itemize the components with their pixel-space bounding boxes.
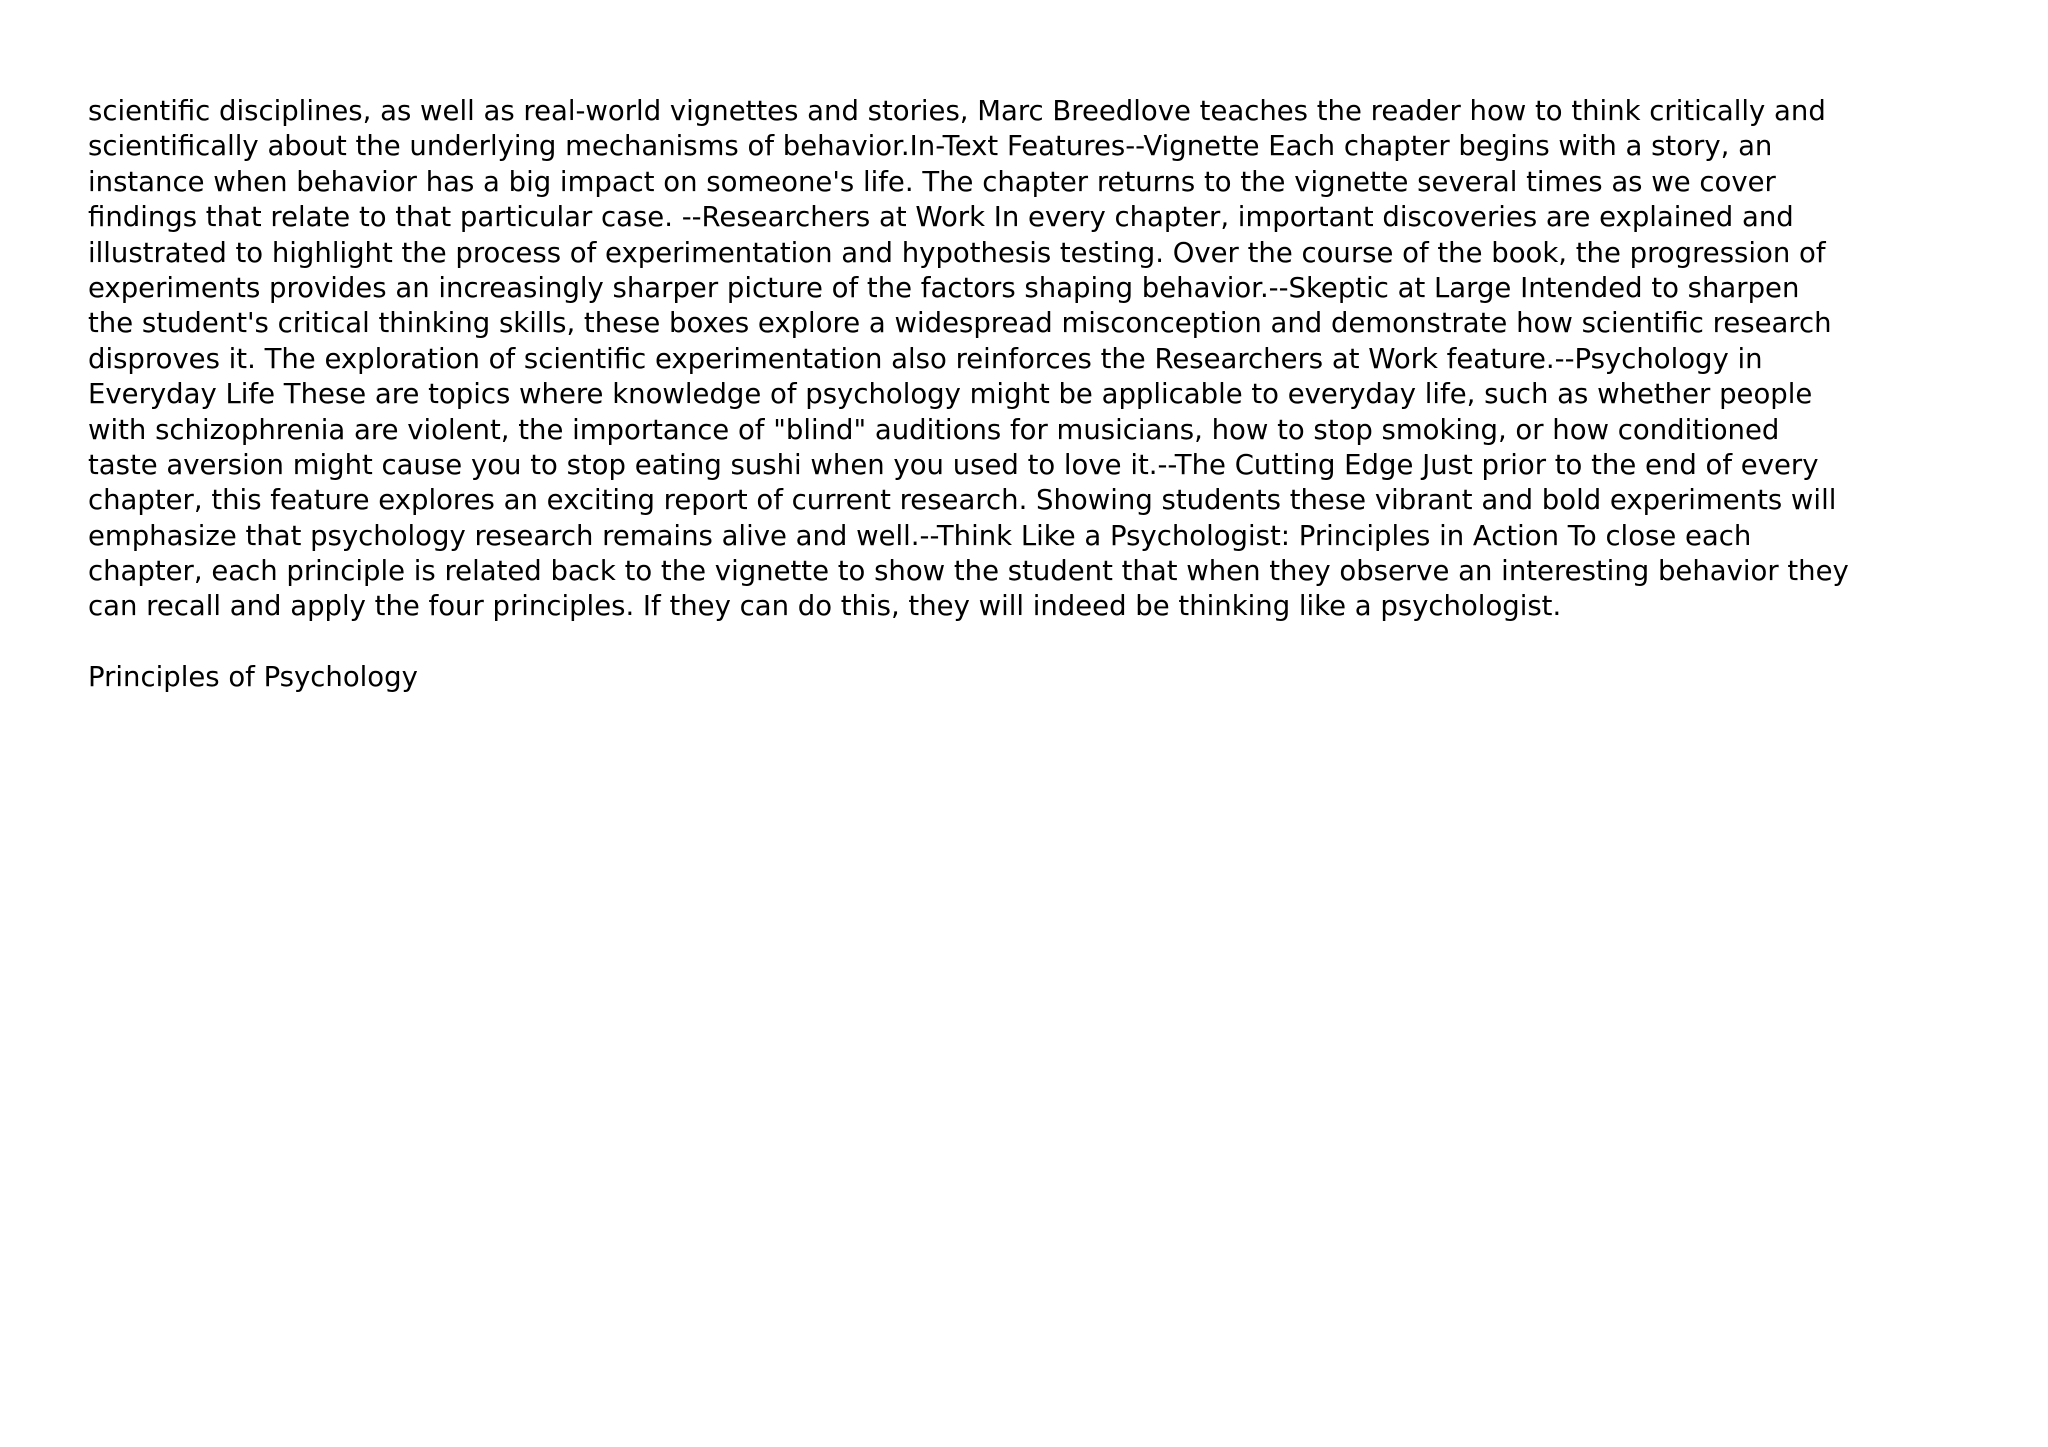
text-line: scientifically about the underlying mechanisms of behavior.In-Text Features--Vignette Each chapter begins with a story, an — [88, 130, 1773, 163]
text-line: chapter, each principle is related back to the vignette to show the student that when they observe an interesting behavior they — [88, 555, 1849, 588]
text-line: with schizophrenia are violent, the importance of "blind" auditions for musicians, how to stop smoking, or how conditioned — [88, 413, 1780, 446]
text-line: scientific disciplines, as well as real-world vignettes and stories, Marc Breedlove teaches the reader how to think critically and — [88, 95, 1826, 127]
text-line: taste aversion might cause you to stop eating sushi when you used to love it.--The Cutting Edge Just prior to the end of every — [88, 448, 1819, 481]
book-title: Principles of Psychology — [88, 660, 418, 693]
text-line: the student's critical thinking skills, these boxes explore a widespread misconception and demonstrate how scientific research — [88, 307, 1832, 340]
text-line: can recall and apply the four principles. If they can do this, they will indeed be thinking like a psychologist. — [88, 590, 1562, 623]
text-line: Everyday Life These are topics where knowledge of psychology might be applicable to everyday life, such as whether people — [88, 378, 1813, 411]
text-line: chapter, this feature explores an exciting report of current research. Showing students these vibrant and bold experiments will — [88, 484, 1837, 517]
text-line: findings that relate to that particular case. --Researchers at Work In every chapter, important discoveries are explained and — [88, 201, 1794, 234]
text-line: experiments provides an increasingly sharper picture of the factors shaping behavior.--Skeptic at Large Intended to sharpen — [88, 271, 1800, 304]
text-line: emphasize that psychology research remains alive and well.--Think Like a Psychologist: Principles in Action To close each — [88, 519, 1752, 552]
text-line: illustrated to highlight the process of experimentation and hypothesis testing. Over the course of the book, the progression of — [88, 236, 1826, 269]
document-page — [88, 94, 2008, 695]
description-paragraph — [88, 94, 2008, 625]
text-line: disproves it. The exploration of scientific experimentation also reinforces the Researchers at Work feature.--Psychology in — [88, 342, 1763, 375]
text-line: instance when behavior has a big impact on someone's life. The chapter returns to the vignette several times as we cover — [88, 165, 1776, 198]
